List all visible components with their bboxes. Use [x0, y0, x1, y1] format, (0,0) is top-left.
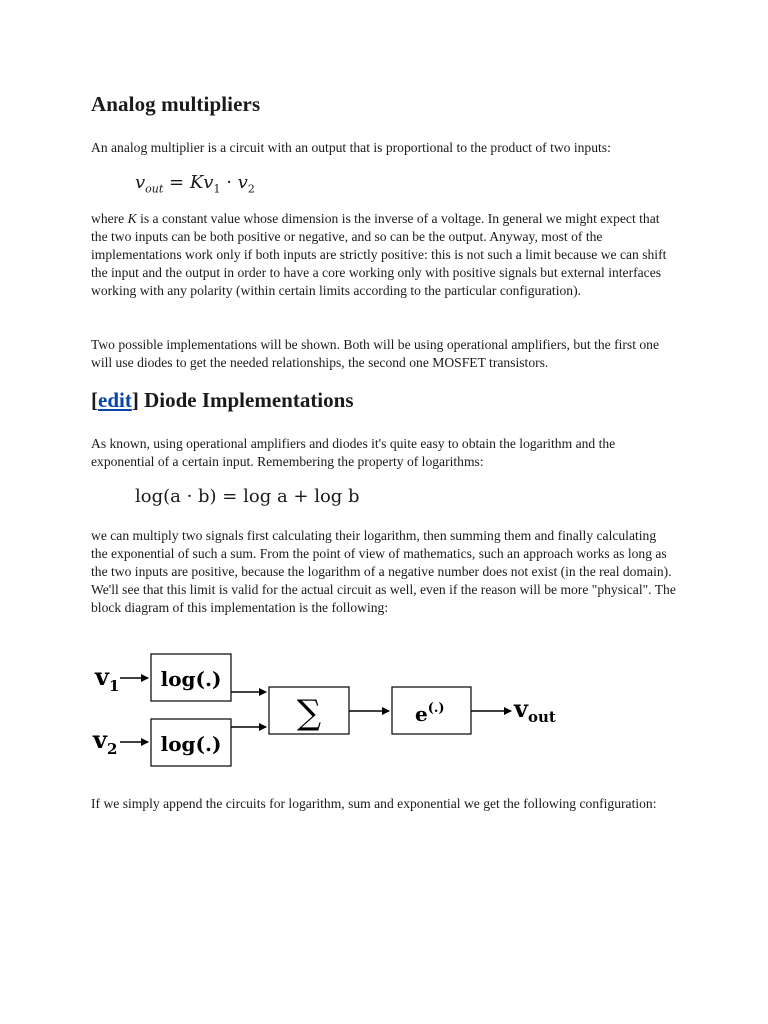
definition-text: is a constant value whose dimension is the inverse of a voltage. In general we might expect that the two inputs can be both positive or negative, and so can be the output. Anyway, most of the implementations work only if both inputs are strictly positive: this is not such a limit because we can shift the input and the output in order to have a core working only with positive signals but external interfaces working with any polarity (within certain limits according to the particular configuration). [91, 211, 667, 299]
k-symbol: K [127, 211, 137, 226]
log-property-formula: log(a · b) = log a + log b [135, 486, 360, 507]
formula-equals: = [163, 172, 190, 193]
heading-bracket-close: ] [131, 388, 139, 412]
sum-symbol: ∑ [296, 693, 322, 733]
formula-out-sub: out [145, 182, 164, 196]
section-title: Diode Implementations [138, 388, 354, 412]
page-title: Analog multipliers [91, 92, 261, 116]
output-vout-label: $v_{out}$ [514, 694, 556, 726]
formula-dot: · [220, 172, 238, 193]
configuration-paragraph: If we simply append the circuits for logarithm, sum and exponential we get the following configuration: [91, 796, 657, 811]
method-paragraph: we can multiply two signals first calculating their logarithm, then summing them and finally calculating the exponential of such a sum. From the point of view of mathematics, such an approach works as long as the two inputs are positive, because the logarithm of a negative number does not exist (in the real domain). We'll see that this limit is valid for the actual circuit as well, even if the reason will be more "physical". The block diagram of this implementation is the following: [91, 528, 676, 616]
edit-link[interactable]: edit [98, 388, 132, 412]
exp-block-label: e(.) [415, 701, 445, 726]
formula-v2: v [237, 172, 248, 193]
formula-v1: v [203, 172, 214, 193]
formula-k: K [189, 172, 204, 193]
intro-paragraph: An analog multiplier is a circuit with an output that is proportional to the product of two inputs: [91, 140, 611, 155]
log-block-2-label: log(.) [160, 732, 222, 756]
log-block-1-label: log(.) [160, 667, 222, 691]
heading-bracket-open: [ [91, 388, 98, 412]
input-v1-label: $v_1$ [95, 662, 120, 695]
formula-v1-sub: 1 [213, 182, 221, 196]
input-v2-label: $v_2$ [93, 725, 118, 758]
implementations-paragraph: Two possible implementations will be shown. Both will be using operational amplifiers, but the first one will use diodes to get the needed relationships, the second one MOSFET transistors. [91, 337, 660, 371]
logarithm-paragraph: As known, using operational amplifiers and diodes it's quite easy to obtain the logarithm and the exponential of a certain input. Remembering the property of logarithms: [91, 436, 616, 470]
where-text: where [91, 211, 128, 226]
formula-v: v [135, 172, 146, 193]
formula-v2-sub: 2 [247, 182, 255, 196]
